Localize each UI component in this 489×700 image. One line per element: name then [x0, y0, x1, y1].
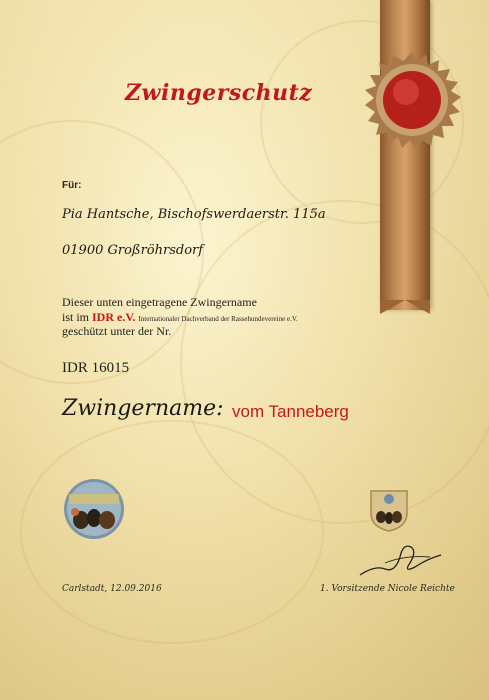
place-date: Carlstadt, 12.09.2016 [62, 584, 162, 594]
idr-abbreviation: IDR e.V. [92, 310, 136, 324]
body-text-prefix: ist im [62, 310, 90, 324]
ribbon-tail [380, 300, 430, 314]
certificate-title: Zwingerschutz [125, 80, 313, 106]
seal-icon [362, 50, 462, 150]
dog-logo-icon [63, 478, 125, 540]
for-label: Für: [62, 180, 82, 191]
address-line-1: Pia Hantsche, Bischofswerdaerstr. 115a [62, 207, 326, 222]
body-text-line-1: Dieser unten eingetragene Zwingername [62, 295, 257, 309]
address-line-2: 01900 Großröhrsdorf [62, 243, 204, 258]
dog-emblem-icon [365, 485, 413, 533]
ribbon [380, 0, 430, 310]
body-text-line-3: geschützt unter der Nr. [62, 324, 172, 338]
body-text-line-2 [62, 310, 298, 325]
idr-full-name: Internationaler Dachverband der Rassehundevereine e.V. [138, 315, 298, 323]
signature [355, 535, 445, 580]
kennel-name-value: vom Tanneberg [232, 402, 349, 421]
kennel-name-label: Zwingername: [62, 396, 224, 421]
signatory: 1. Vorsitzende Nicole Reichte [320, 584, 455, 594]
registration-number: IDR 16015 [62, 360, 130, 376]
